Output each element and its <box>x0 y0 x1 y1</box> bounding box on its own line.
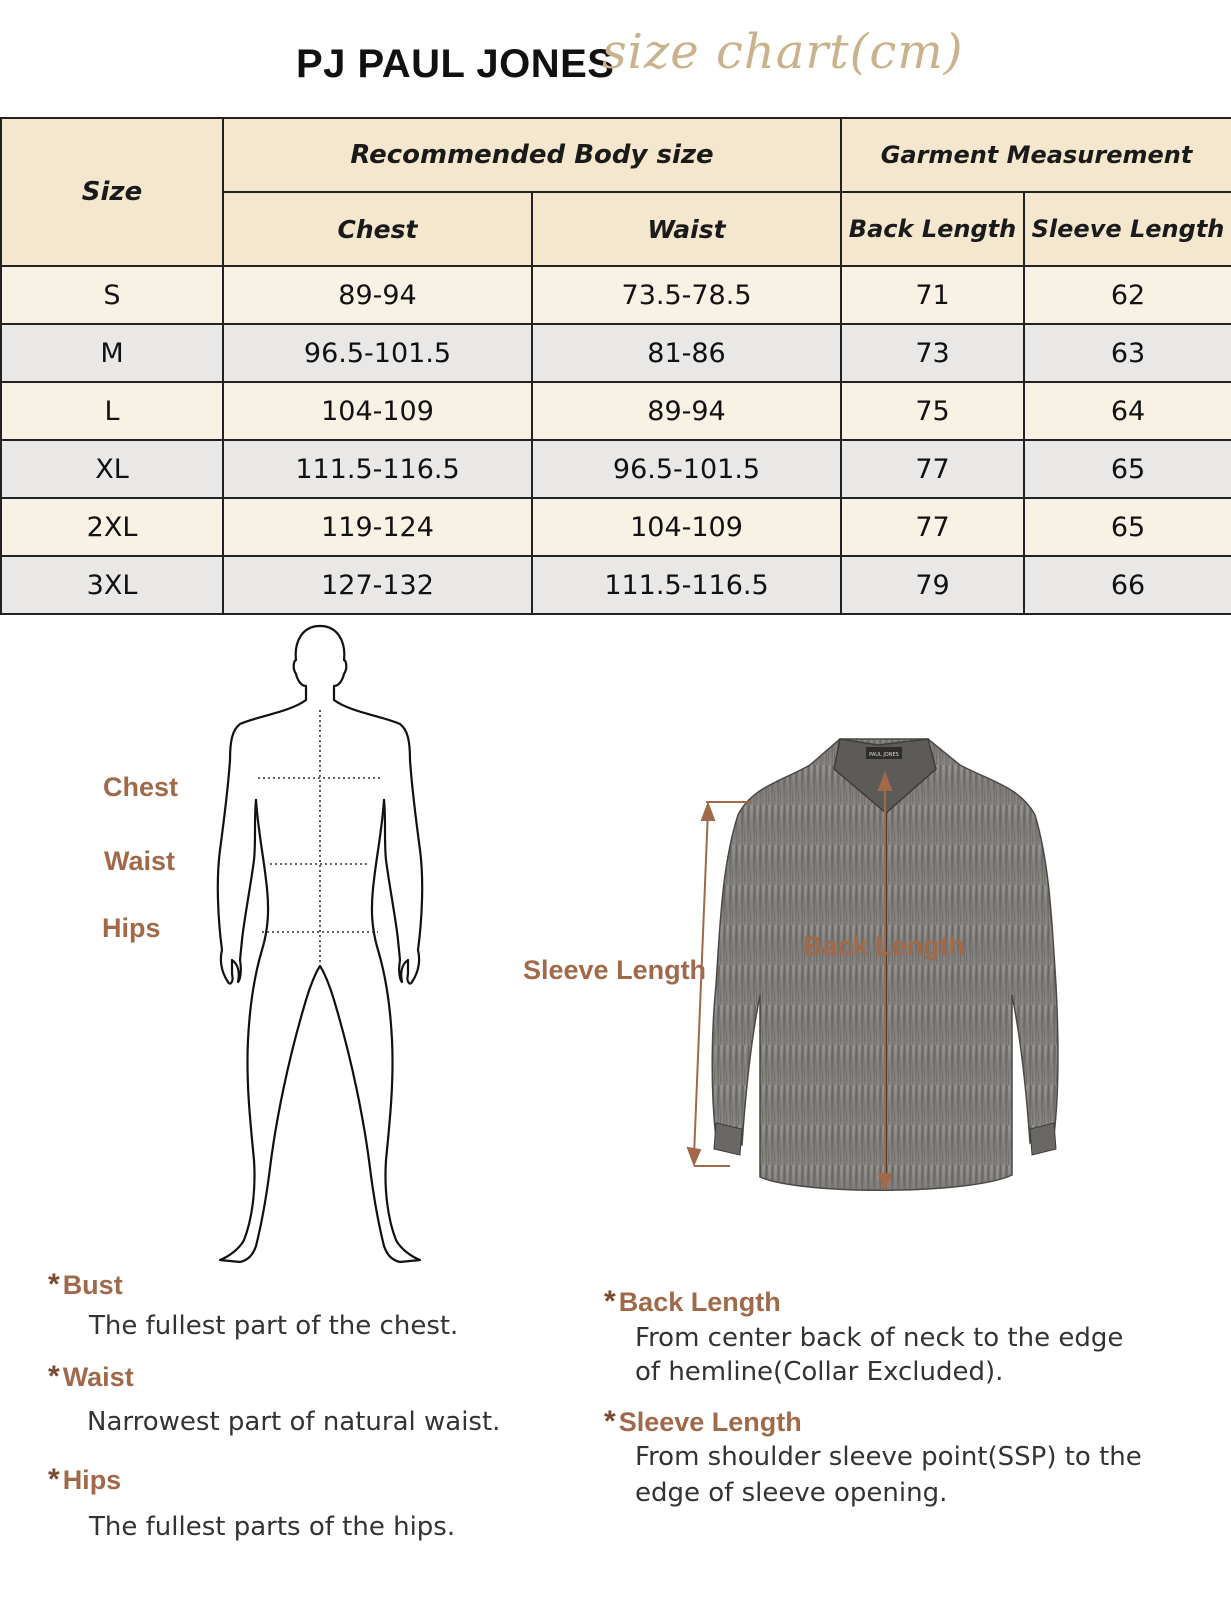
def-waist-title-text: Waist <box>62 1362 134 1392</box>
cell-back-length: 79 <box>841 556 1024 614</box>
table-row <box>1 266 1231 324</box>
def-bust-title <box>48 1268 123 1302</box>
star-icon: * <box>48 1360 60 1393</box>
back-length-label: Back Length <box>803 931 966 961</box>
measurement-arrows <box>680 770 920 1190</box>
cell-size: L <box>1 382 223 440</box>
cell-sleeve-length: 64 <box>1024 382 1231 440</box>
cell-sleeve-length: 62 <box>1024 266 1231 324</box>
def-sleeve-length-title <box>604 1405 802 1439</box>
star-icon: * <box>48 1463 60 1496</box>
table-header-row <box>1 118 1231 192</box>
header-sleeve-length: Sleeve Length <box>1024 192 1231 266</box>
cell-size: S <box>1 266 223 324</box>
def-back-length-title-text: Back Length <box>618 1287 781 1317</box>
cell-sleeve-length: 63 <box>1024 324 1231 382</box>
def-bust-text: The fullest part of the chest. <box>89 1311 459 1341</box>
def-waist-title <box>48 1360 134 1394</box>
cell-waist: 73.5-78.5 <box>532 266 841 324</box>
star-icon: * <box>604 1285 616 1318</box>
cell-waist: 96.5-101.5 <box>532 440 841 498</box>
cell-size: M <box>1 324 223 382</box>
body-waist-label: Waist <box>104 846 176 876</box>
title-bar <box>0 18 1231 108</box>
def-waist-text: Narrowest part of natural waist. <box>87 1407 501 1437</box>
cell-chest: 127-132 <box>223 556 532 614</box>
human-body-outline-icon <box>210 620 450 1270</box>
def-hips-title <box>48 1463 121 1497</box>
cell-back-length: 77 <box>841 440 1024 498</box>
cell-chest: 89-94 <box>223 266 532 324</box>
def-back-length-title <box>604 1285 781 1319</box>
size-chart-subtitle: size chart(cm) <box>602 24 964 80</box>
cell-back-length: 73 <box>841 324 1024 382</box>
header-back-length: Back Length <box>841 192 1024 266</box>
cell-waist: 111.5-116.5 <box>532 556 841 614</box>
def-hips-text: The fullest parts of the hips. <box>89 1512 456 1542</box>
cell-back-length: 75 <box>841 382 1024 440</box>
body-hips-label: Hips <box>102 913 161 943</box>
cell-chest: 111.5-116.5 <box>223 440 532 498</box>
star-icon: * <box>48 1268 60 1301</box>
body-chest-label: Chest <box>103 772 179 802</box>
cell-size: 3XL <box>1 556 223 614</box>
table-row <box>1 498 1231 556</box>
def-sleeve-length-title-text: Sleeve Length <box>618 1407 802 1437</box>
def-hips-title-text: Hips <box>62 1465 122 1495</box>
header-waist: Waist <box>532 192 841 266</box>
header-garment-measurement: Garment Measurement <box>841 118 1231 192</box>
def-sleeve-length-text-2: edge of sleeve opening. <box>635 1478 948 1508</box>
table-row <box>1 556 1231 614</box>
header-recommended-body-size: Recommended Body size <box>223 118 841 192</box>
header-size: Size <box>1 118 223 266</box>
cell-sleeve-length: 66 <box>1024 556 1231 614</box>
cell-back-length: 71 <box>841 266 1024 324</box>
cell-size: 2XL <box>1 498 223 556</box>
cell-waist: 104-109 <box>532 498 841 556</box>
cell-waist: 89-94 <box>532 382 841 440</box>
def-sleeve-length-text-1: From shoulder sleeve point(SSP) to the <box>635 1442 1142 1472</box>
cell-sleeve-length: 65 <box>1024 440 1231 498</box>
cell-sleeve-length: 65 <box>1024 498 1231 556</box>
table-row <box>1 440 1231 498</box>
cell-chest: 96.5-101.5 <box>223 324 532 382</box>
shirt-logo: PAUL JONES <box>869 752 899 758</box>
def-bust-title-text: Bust <box>62 1270 123 1300</box>
cell-back-length: 77 <box>841 498 1024 556</box>
def-back-length-text-1: From center back of neck to the edge <box>635 1323 1124 1353</box>
cell-waist: 81-86 <box>532 324 841 382</box>
cell-size: XL <box>1 440 223 498</box>
cell-chest: 119-124 <box>223 498 532 556</box>
brand-name: PJ PAUL JONES <box>296 42 615 86</box>
size-table <box>0 117 1231 615</box>
def-back-length-text-2: of hemline(Collar Excluded). <box>635 1357 1004 1387</box>
cell-chest: 104-109 <box>223 382 532 440</box>
table-row <box>1 324 1231 382</box>
sleeve-length-label: Sleeve Length <box>523 955 707 985</box>
table-row <box>1 382 1231 440</box>
star-icon: * <box>604 1405 616 1438</box>
header-chest: Chest <box>223 192 532 266</box>
